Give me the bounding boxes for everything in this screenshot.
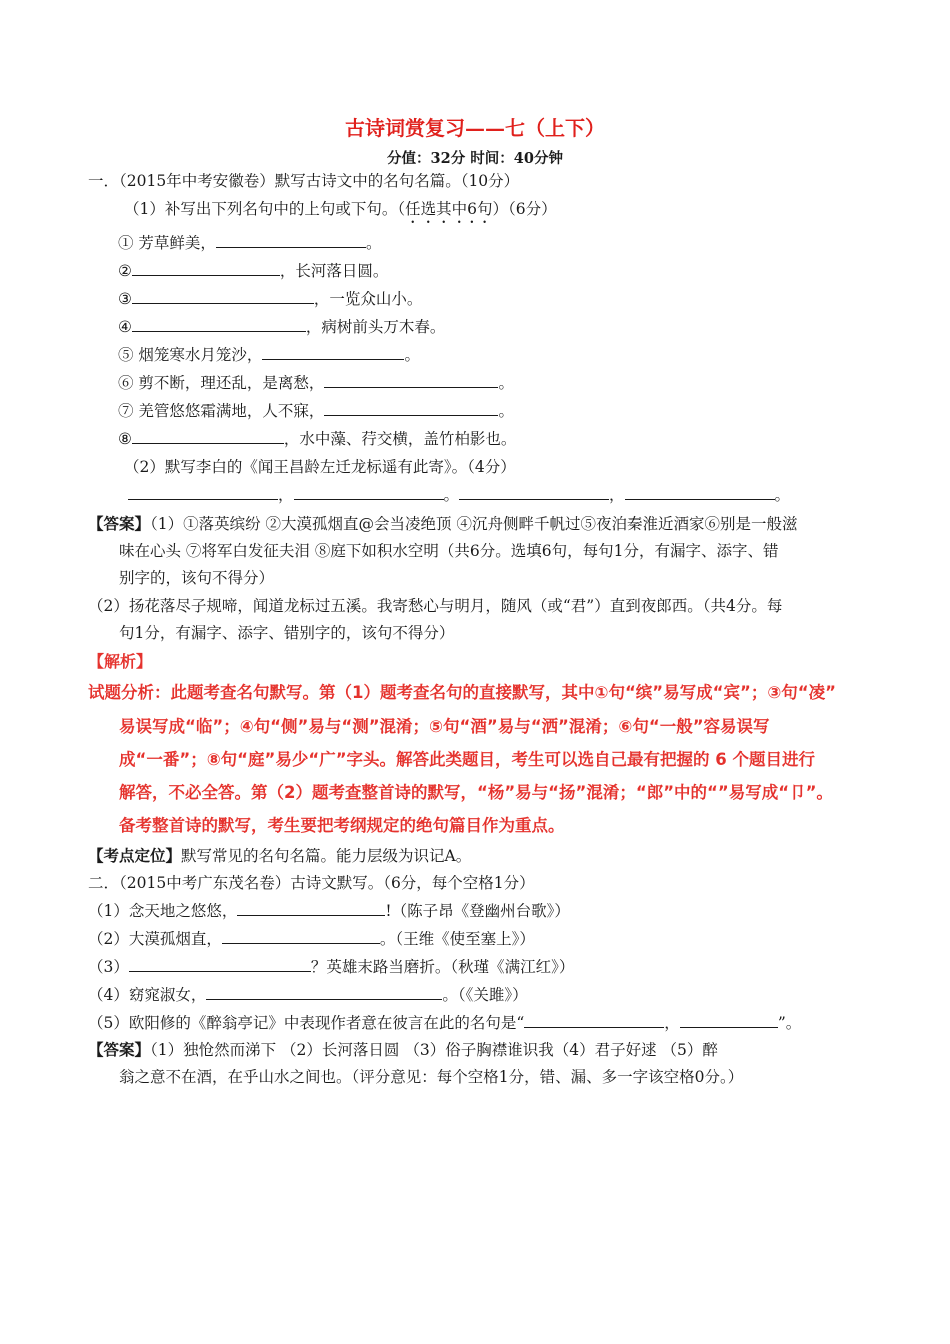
fill-item-8: ⑧ ，水中藻、荇交横，盖竹柏影也。 — [118, 430, 517, 448]
fill-item-6: ⑥ 剪不断，理还乱，是离愁， 。 — [118, 374, 514, 392]
fill-item-5: ⑤ 烟笼寒水月笼沙， 。 — [118, 346, 420, 364]
answer-line: 别字的，该句不得分） — [119, 569, 275, 587]
answer-blank[interactable] — [132, 429, 284, 444]
answer-blank[interactable] — [222, 929, 380, 944]
answer-blank[interactable] — [216, 233, 366, 248]
analysis-line: 成“一番”；⑧句“庭”易少“广”字头。解答此类题目，考生可以选自己最有把握的 6 个题目进行 — [119, 750, 816, 769]
answer-label: 【答案】 — [88, 1040, 151, 1059]
answer-blank[interactable] — [132, 289, 314, 304]
q2-item-5: （5）欧阳修的《醉翁亭记》中表现作者意在彼言在此的名句是“ ， ”。 — [88, 1014, 802, 1032]
question-1-part-2-heading: （2）默写李白的《闻王昌龄左迁龙标遥有此寄》。（4分） — [124, 458, 516, 476]
answer-blank[interactable] — [128, 485, 278, 500]
fill-item-4: ④ ，病树前头万木春。 — [118, 318, 446, 336]
answer-line: 翁之意不在酒，在乎山水之间也。（评分意见：每个空格1分，错、漏、多一字该空格0分。） — [119, 1068, 744, 1086]
answer-blank[interactable] — [132, 261, 280, 276]
question-1-heading: 一．（2015年中考安徽卷）默写古诗文中的名句名篇。（10分） — [88, 172, 520, 190]
answer-line: 味在心头 ⑦将军白发征夫泪 ⑧庭下如积水空明（共6分。选填6句，每句1分，有漏字、添字、错 — [119, 542, 779, 560]
answer-blank[interactable] — [294, 485, 444, 500]
poem-blanks-row: ， 。 ， 。 — [128, 485, 790, 505]
answer-blank[interactable] — [129, 957, 311, 972]
fill-item-1: ① 芳草鲜美， 。 — [118, 234, 382, 252]
q2-item-1: （1）念天地之悠悠， !（陈子昂《登幽州台歌》） — [88, 902, 570, 920]
answer-blank[interactable] — [324, 401, 498, 416]
analysis-line: 备考整首诗的默写，考生要把考纲规定的绝句篇目作为重点。 — [119, 816, 565, 835]
answer-blank[interactable] — [524, 1013, 664, 1028]
fill-item-2: ② ，长河落日圆。 — [118, 262, 389, 280]
answer-blank[interactable] — [237, 901, 385, 916]
fill-item-7: ⑦ 羌管悠悠霜满地，人不寐， 。 — [118, 402, 514, 420]
answer-blank[interactable] — [324, 373, 498, 388]
q2-item-2: （2）大漠孤烟直， 。（王维《使至塞上》） — [88, 930, 535, 948]
analysis-line: 试题分析：此题考查名句默写。第（1）题考查名句的直接默写，其中①句“缤”易写成“宾”；③句“凌” — [88, 683, 836, 702]
answer-blank[interactable] — [262, 345, 404, 360]
q2-item-4: （4）窈窕淑女， 。（《关雎》） — [88, 986, 528, 1004]
answer-line: （2）扬花落尽子规啼，闻道龙标过五溪。我寄愁心与明月，随风（或“君”）直到夜郎西。（共4分。每 — [88, 597, 783, 615]
answer-blank[interactable] — [680, 1013, 778, 1028]
page-subtitle: 分值：32分 时间：40分钟 — [387, 150, 563, 167]
answer-label: 【答案】 — [88, 514, 151, 533]
page-title: 古诗词赏复习——七（上下） — [345, 116, 605, 140]
answer-blank[interactable] — [625, 485, 775, 500]
analysis-line: 易误写成“临”；④句“侧”易与“测”混淆；⑤句“酒”易与“洒”混淆；⑥句“一般”容易误写 — [119, 717, 770, 736]
fill-item-3: ③ ，一览众山小。 — [118, 290, 423, 308]
kaodian-line: 【考点定位】默写常见的名句名篇。能力层级为识记A。 — [88, 846, 472, 865]
answer-line: 【答案】（1）①落英缤纷 ②大漠孤烟直@会当凌绝顶 ④沉舟侧畔千帆过⑤夜泊秦淮近酒家⑥别是一般滋 — [88, 514, 798, 533]
question-1-part-1-heading: （1）补写出下列名句中的上句或下句。（任选其中6句）（6分） — [124, 200, 557, 218]
answer-blank[interactable] — [132, 317, 306, 332]
answer-blank[interactable] — [459, 485, 609, 500]
analysis-label: 【解析】 — [88, 652, 153, 671]
analysis-line: 解答，不必全答。第（2）题考查整首诗的默写，“杨”易与“扬”混淆；“郎”中的“”易写成“卩”。 — [119, 783, 833, 802]
answer-blank[interactable] — [206, 985, 442, 1000]
question-2-heading: 二．（2015中考广东茂名卷）古诗文默写。（6分，每个空格1分） — [88, 874, 535, 892]
answer-line: 句1分，有漏字、添字、错别字的，该句不得分） — [119, 624, 455, 642]
answer-line: 【答案】（1）独怆然而涕下 （2）长河落日圆 （3）俗子胸襟谁识我（4）君子好逑 （5）醉 — [88, 1040, 718, 1059]
q2-item-3: （3） ？英雄末路当磨折。（秋瑾《满江红》） — [88, 958, 575, 976]
